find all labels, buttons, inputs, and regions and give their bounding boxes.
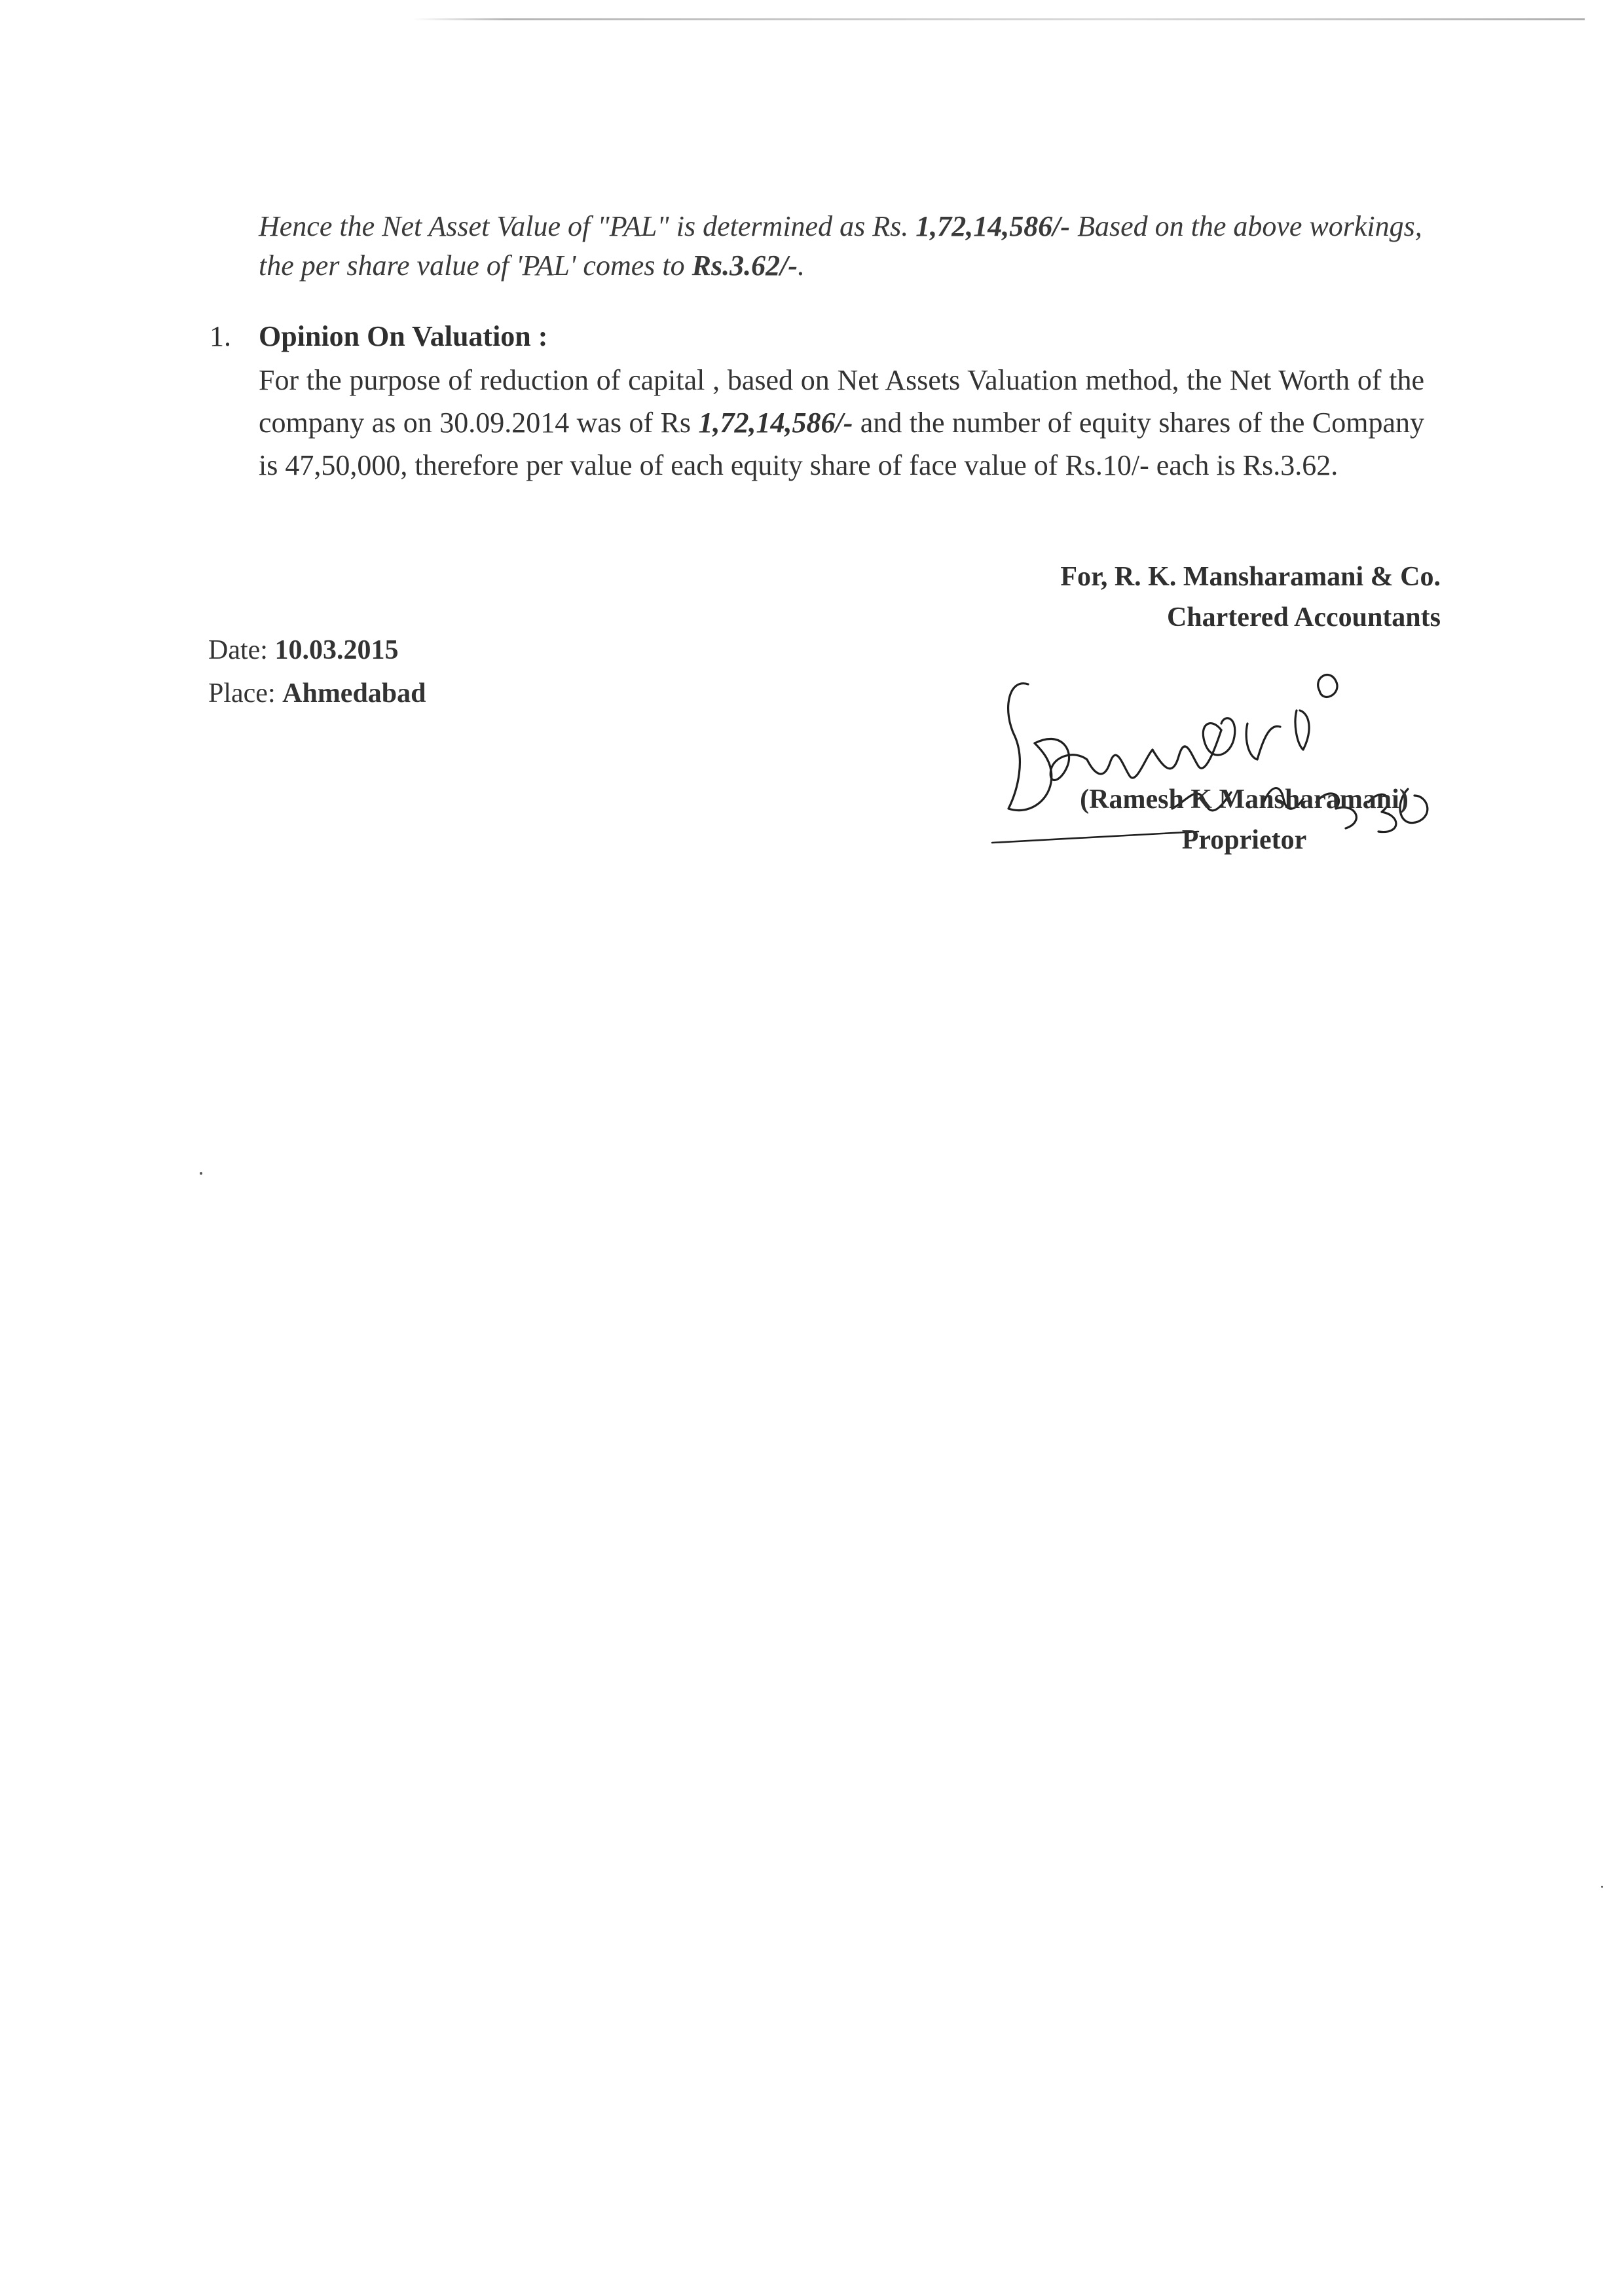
firm-designation: Chartered Accountants (1166, 602, 1441, 633)
opinion-text-part2: and the number of equity shares of the Company is 47,50,000, therefore per value of each equity share of face value of Rs.10/- each is Rs.3.62. (259, 407, 1424, 481)
opinion-text-part1: For the purpose of reduction of capital , based on Net Assets Valuation method, the Net Worth of the company as on 30.09.2014 was of Rs (259, 364, 1424, 439)
date-line (208, 629, 426, 672)
date-label: Date: (208, 635, 275, 665)
intro-text-middle: Based on the above workings, the per share value of 'PAL' comes to (259, 210, 1422, 282)
intro-text-end: . (797, 249, 805, 282)
intro-paragraph (259, 207, 1424, 285)
place-line (208, 672, 426, 715)
intro-text-start: Hence the Net Asset Value of "PAL" is determined as Rs. (259, 210, 916, 242)
signatory-name: (Ramesh K Mansharamani) (1080, 784, 1409, 815)
signatory-block (1035, 779, 1454, 860)
net-worth-value: 1,72,14,586/- (698, 407, 853, 439)
per-share-value: Rs.3.62/- (692, 249, 798, 282)
section-title: Opinion On Valuation : (259, 320, 548, 352)
place-value: Ahmedabad (282, 678, 426, 708)
firm-block (982, 557, 1441, 638)
firm-name: For, R. K. Mansharamani & Co. (1060, 562, 1441, 592)
date-place-block (208, 629, 426, 715)
date-value: 10.03.2015 (274, 635, 399, 665)
place-label: Place: (208, 678, 283, 708)
section-number: 1. (210, 320, 231, 352)
scan-edge-line (413, 18, 1585, 20)
section-heading (210, 317, 547, 356)
signatory-designation: Proprietor (1181, 825, 1307, 855)
net-asset-value: 1,72,14,586/- (915, 210, 1071, 242)
scan-speck (200, 1172, 202, 1175)
scan-speck (1601, 1886, 1603, 1888)
opinion-paragraph (259, 359, 1424, 487)
